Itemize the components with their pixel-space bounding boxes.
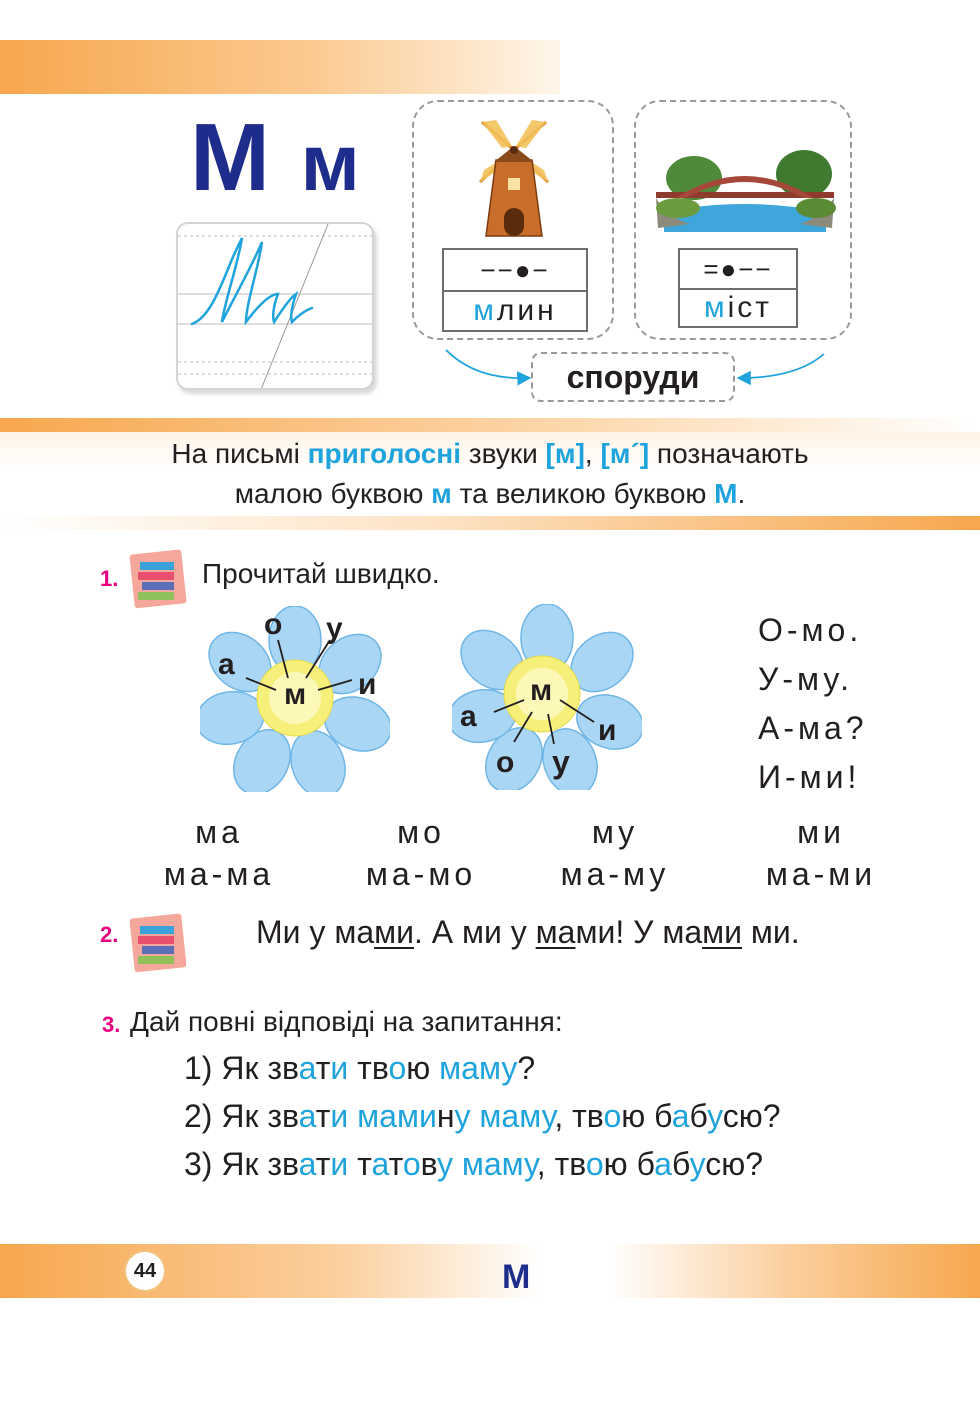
page-number: 44	[124, 1250, 166, 1292]
syllable-flower-2	[452, 604, 642, 790]
syllable-short: ми	[797, 814, 845, 850]
handwriting-lines	[178, 224, 374, 390]
sound-scheme-symbols: −−●−	[480, 254, 550, 285]
flower-petal-letter: о	[496, 746, 515, 779]
task3-instruction: Дай повні відповіді на запитання:	[130, 1006, 563, 1037]
syllable-short: му	[591, 814, 639, 850]
syllable-long: ма-ма	[163, 856, 275, 892]
flower-petal-letter: а	[460, 700, 477, 733]
footer-letter: М	[502, 1258, 531, 1296]
top-band	[0, 40, 560, 94]
bridge-icon	[654, 148, 836, 232]
question-1: 1) Як звати твою маму?	[184, 1050, 536, 1086]
reading-line: У-му.	[758, 661, 854, 697]
reading-line: А-ма?	[758, 710, 868, 746]
question-3: 3) Як звати татову маму, твою бабусю?	[184, 1146, 764, 1182]
flower-center-letter: м	[530, 674, 553, 707]
flower-petal-letter: а	[218, 648, 235, 681]
syllable-long: ма-мо	[365, 856, 477, 892]
flower-petal-letter: у	[326, 612, 343, 645]
rule-line-2: малою буквою м та великою буквою М.	[234, 478, 746, 509]
flower-center-letter: м	[284, 678, 307, 711]
books-icon	[126, 912, 188, 974]
letter-lower: м	[300, 118, 362, 207]
reading-line: О-мо.	[758, 612, 863, 648]
sound-scheme-windmill	[442, 248, 588, 332]
flower-petal-letter: и	[358, 668, 377, 701]
flower-petal-letter: и	[598, 714, 617, 747]
divider-band	[0, 418, 980, 432]
books-icon	[126, 548, 188, 610]
sound-scheme-bridge	[678, 248, 798, 328]
task2-sentence: Ми у мами. А ми у мами! У мами ми.	[256, 914, 800, 950]
windmill-icon	[466, 120, 562, 240]
handwriting-sample	[176, 222, 374, 390]
word-card-bridge	[634, 100, 852, 340]
flower-petal-letter: о	[264, 608, 283, 641]
reading-line: И-ми!	[758, 759, 861, 795]
sound-scheme-symbols: =●−−	[703, 253, 773, 284]
syllable-long: ма-му	[560, 856, 670, 892]
word-card-windmill	[412, 100, 614, 340]
syllable-long: ма-ми	[765, 856, 877, 892]
syllable-short: ма	[195, 814, 243, 850]
letter-upper: М	[190, 104, 272, 211]
rule-line-1: На письмі приголосні звуки [м], [м´] позначають	[171, 438, 809, 469]
word-label: млин	[473, 294, 557, 327]
syllable-short: мо	[397, 814, 445, 850]
task-number: 1.	[100, 566, 119, 591]
question-2: 2) Як звати мамину маму, твою бабусю?	[184, 1098, 781, 1134]
letter-heading	[190, 104, 362, 211]
reading-column	[758, 606, 868, 802]
task-number: 3.	[102, 1012, 121, 1037]
syllable-flower-1	[200, 606, 390, 792]
flower-petal-letter: у	[552, 744, 570, 780]
word-label: міст	[703, 291, 773, 324]
divider-band-bottom	[0, 516, 980, 530]
category-label: споруди	[531, 352, 735, 402]
task1-instruction: Прочитай швидко.	[202, 558, 440, 589]
task-number: 2.	[100, 922, 119, 947]
